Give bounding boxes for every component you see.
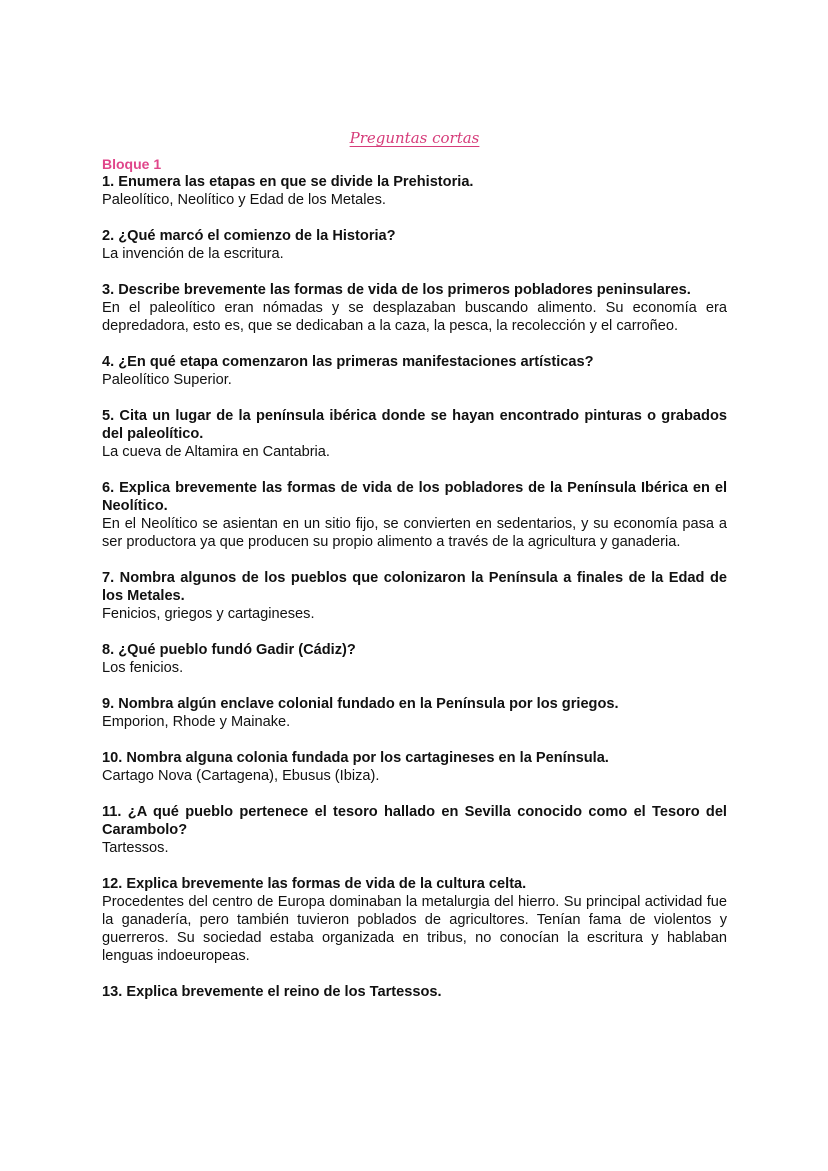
- question-item: [102, 749, 727, 785]
- question-text: 1. Enumera las etapas en que se divide la Prehistoria.: [102, 174, 474, 190]
- question-text: 4. ¿En qué etapa comenzaron las primeras manifestaciones artísticas?: [102, 354, 594, 370]
- question-text: 13. Explica brevemente el reino de los Tartessos.: [102, 984, 442, 1000]
- question-item: [102, 695, 727, 731]
- question-item: [102, 227, 727, 263]
- question-item: [102, 173, 727, 209]
- answer-text: Los fenicios.: [102, 660, 184, 676]
- question-item: [102, 407, 727, 461]
- answer-text: En el Neolítico se asientan en un sitio fijo, se convierten en sedentarios, y su economía pasa a ser productora ya que producen su propio alimento a través de la agricultura y ganaderia.: [102, 516, 727, 550]
- answer-text: Fenicios, griegos y cartagineses.: [102, 606, 315, 622]
- question-text: 6. Explica brevemente las formas de vida de los pobladores de la Península Ibérica en el Neolítico.: [102, 480, 727, 514]
- answer-text: Cartago Nova (Cartagena), Ebusus (Ibiza).: [102, 768, 380, 784]
- answer-text: Emporion, Rhode y Mainake.: [102, 714, 291, 730]
- question-item: [102, 353, 727, 389]
- document-page: [102, 128, 727, 1019]
- question-text: 5. Cita un lugar de la península ibérica donde se hayan encontrado pinturas o grabados del paleolítico.: [102, 408, 727, 442]
- question-item: [102, 641, 727, 677]
- question-item: [102, 479, 727, 551]
- question-text: 12. Explica brevemente las formas de vida de la cultura celta.: [102, 876, 527, 892]
- block-label: Bloque 1: [102, 156, 162, 172]
- question-text: 7. Nombra algunos de los pueblos que colonizaron la Península a finales de la Edad de los Metales.: [102, 570, 727, 604]
- question-text: 2. ¿Qué marcó el comienzo de la Historia?: [102, 228, 396, 244]
- question-item: [102, 281, 727, 335]
- answer-text: En el paleolítico eran nómadas y se desplazaban buscando alimento. Su economía era depredadora, esto es, que se dedicaban a la caza, la pesca, la recolección y el carroñeo.: [102, 300, 727, 334]
- answer-text: La invención de la escritura.: [102, 246, 284, 262]
- question-item: [102, 803, 727, 857]
- question-text: 3. Describe brevemente las formas de vida de los primeros pobladores peninsulares.: [102, 282, 691, 298]
- question-text: 11. ¿A qué pueblo pertenece el tesoro hallado en Sevilla conocido como el Tesoro del Carambolo?: [102, 804, 727, 838]
- question-text: 9. Nombra algún enclave colonial fundado en la Península por los griegos.: [102, 696, 619, 712]
- question-text: 10. Nombra alguna colonia fundada por los cartagineses en la Península.: [102, 750, 609, 766]
- question-item: [102, 983, 727, 1001]
- page-title: Preguntas cortas: [349, 129, 480, 147]
- answer-text: Procedentes del centro de Europa dominaban la metalurgia del hierro. Su principal actividad fue la ganadería, pero también tuvieron poblados de agricultores. Tenían fama de violentos y guerreros. Su sociedad estaba organizada en tribus, no conocían la escritura y hablaban lenguas indoeuropeas.: [102, 894, 727, 964]
- answer-text: Paleolítico Superior.: [102, 372, 232, 388]
- answer-text: La cueva de Altamira en Cantabria.: [102, 444, 330, 460]
- question-item: [102, 875, 727, 965]
- question-text: 8. ¿Qué pueblo fundó Gadir (Cádiz)?: [102, 642, 356, 658]
- question-item: [102, 569, 727, 623]
- answer-text: Tartessos.: [102, 840, 169, 856]
- answer-text: Paleolítico, Neolítico y Edad de los Metales.: [102, 192, 386, 208]
